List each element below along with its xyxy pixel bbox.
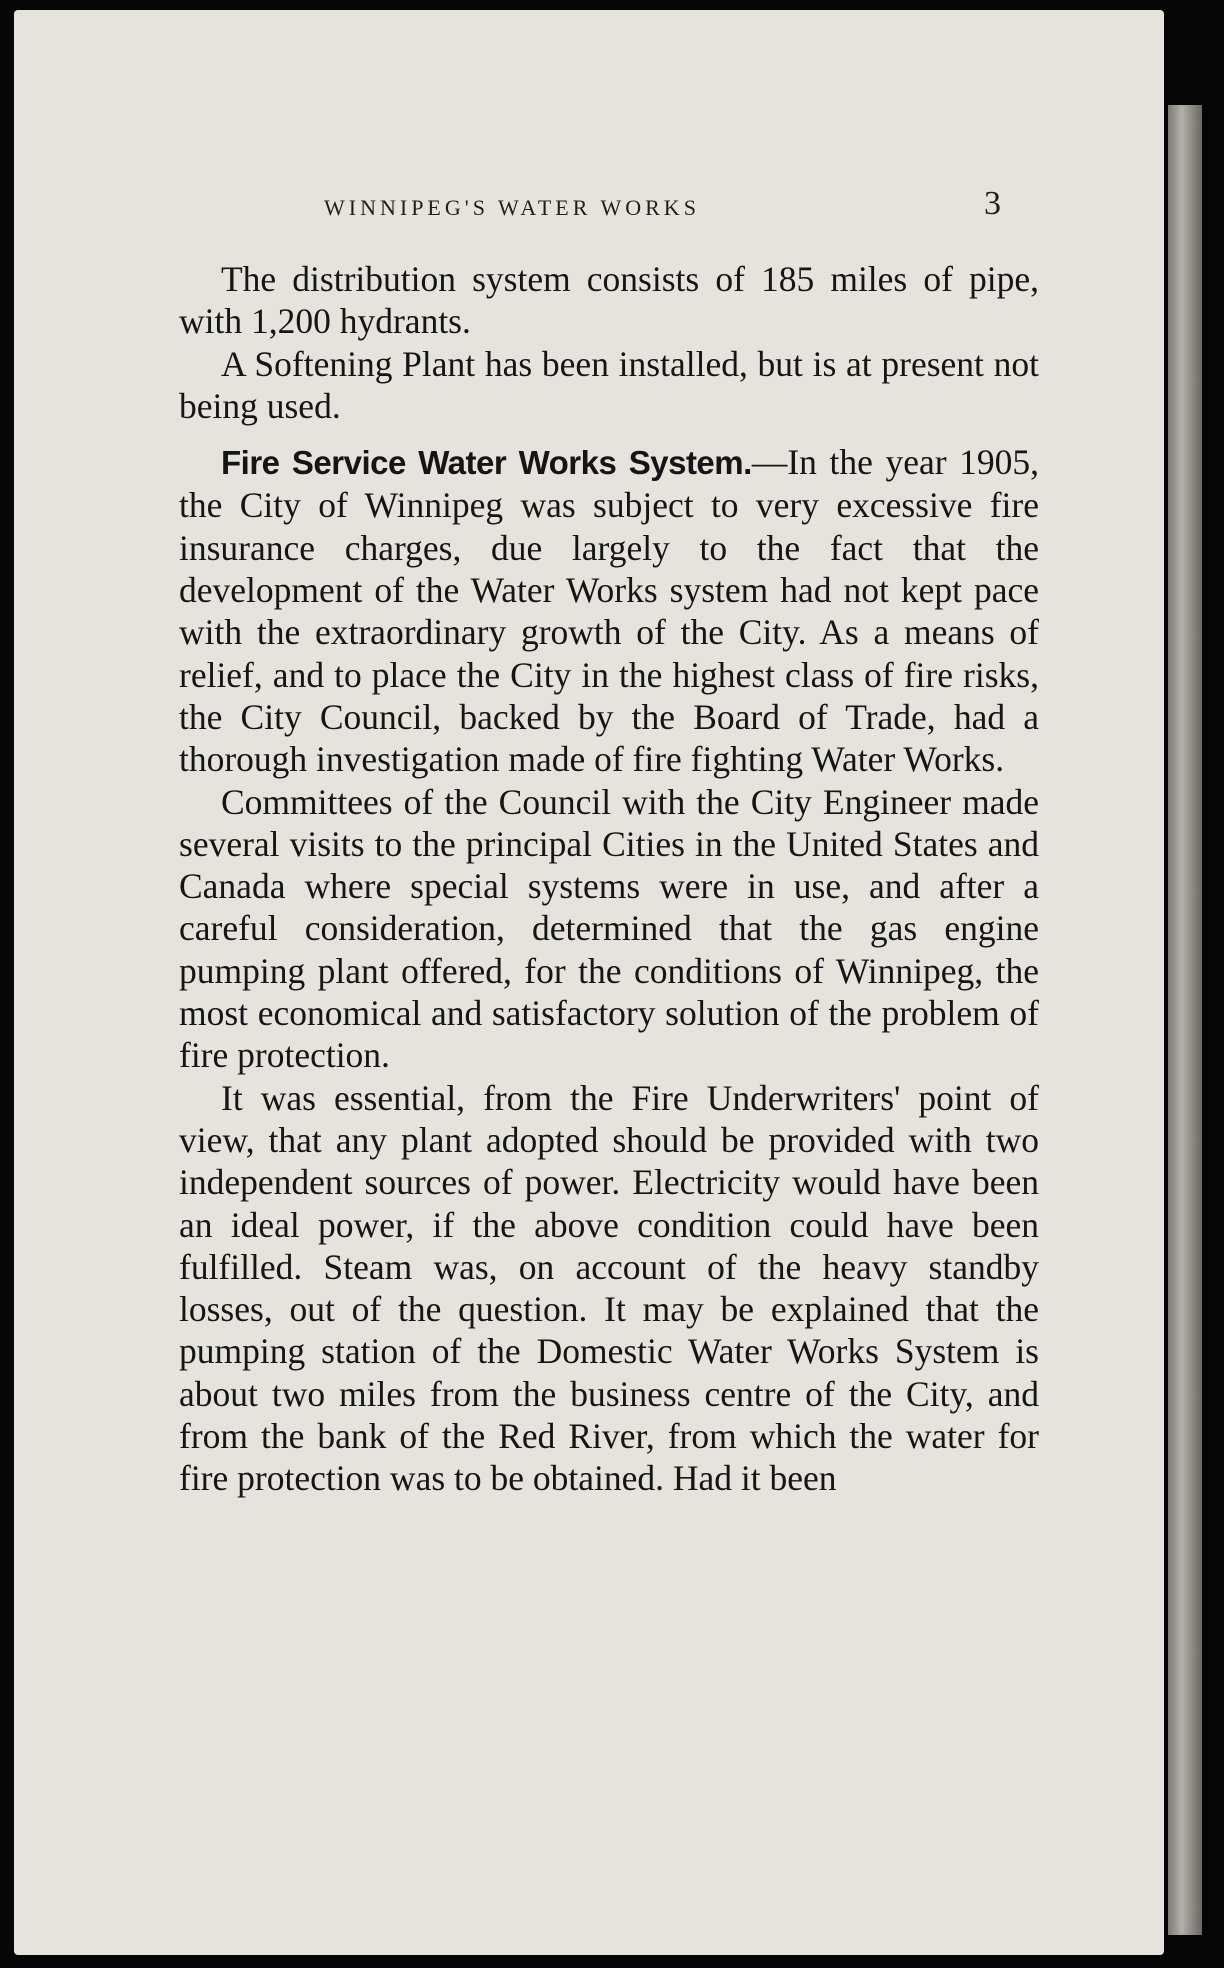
paragraph-committees: Committees of the Council with the City Engineer made several visits to the principal Cities in the United States and Canada where special systems were in use, and after a careful consideration, determined that the gas engine pumping plant offered, for the conditions of Winnipeg, the most economical and satisfactory solution of the problem of fire protection.: [179, 781, 1039, 1076]
book-page: [14, 10, 1164, 1955]
paragraph-power-sources: It was essential, from the Fire Underwriters' point of view, that any plant adopted should be provided with two independent sources of power. Electricity would have been an ideal power, if the above condition could have been fulfilled. Steam was, on account of the heavy standby losses, out of the question. It may be explained that the pumping station of the Domestic Water Works System is about two miles from the business centre of the City, and from the bank of the Red River, from which the water for fire protection was to be obtained. Had it been: [179, 1077, 1039, 1499]
section-heading: Fire Service Water Works System.: [221, 444, 752, 482]
page-number: 3: [984, 185, 1001, 222]
paragraph-distribution: The distribution system consists of 185 miles of pipe, with 1,200 hydrants.: [179, 259, 1039, 342]
body-text: [179, 258, 1039, 1500]
paragraph-fire-service-text: —In the year 1905, the City of Winnipeg was subject to very excessive fire insurance charges, due largely to the fact that the development of the Water Works system had not kept pace with the extraordinary growth of the City. As a means of relief, and to place the City in the highest class of fire risks, the City Council, backed by the Board of Trade, had a thorough investigation made of fire fighting Water Works.: [179, 442, 1040, 780]
paragraph-softening-plant: A Softening Plant has been installed, but is at present not being used.: [179, 343, 1039, 426]
paragraph-fire-service: [179, 441, 1039, 780]
page-edge-shadow: [1168, 105, 1202, 1935]
running-title: WINNIPEG'S WATER WORKS: [324, 195, 700, 220]
